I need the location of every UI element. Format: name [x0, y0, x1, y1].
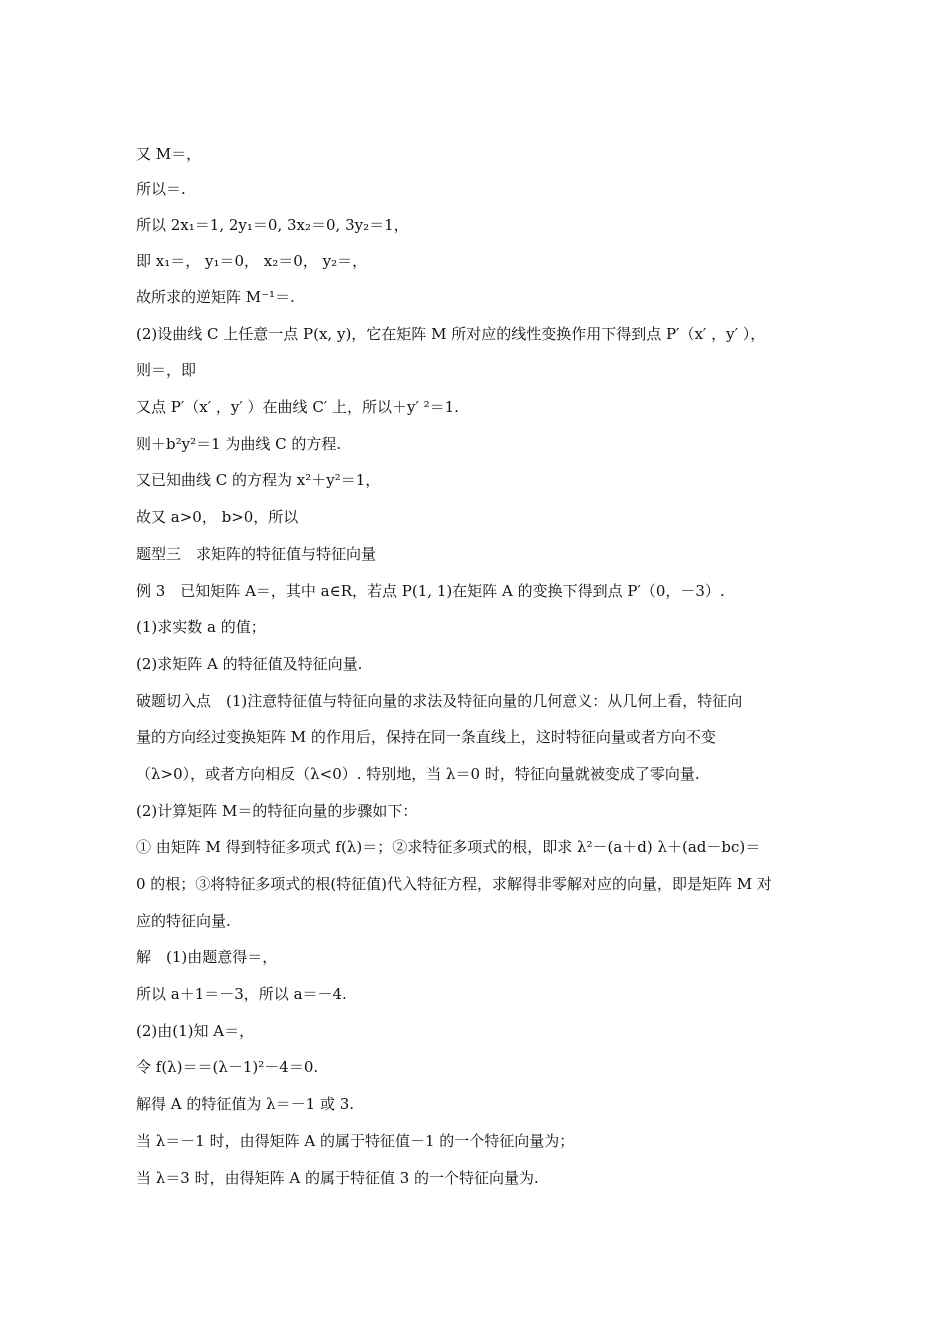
text-line: 当 λ＝3 时，由得矩阵 A 的属于特征值 3 的一个特征向量为.	[136, 1169, 539, 1187]
text-line: 所以＝.	[136, 180, 186, 198]
text-line: 令 f(λ)＝＝(λ－1)²－4＝0.	[136, 1058, 319, 1076]
text-line: 即 x₁＝， y₁＝0， x₂＝0， y₂＝，	[136, 252, 368, 270]
section-heading: 题型三 求矩阵的特征值与特征向量	[136, 545, 377, 563]
text-line: 当 λ＝－1 时，由得矩阵 A 的属于特征值－1 的一个特征向量为；	[136, 1132, 575, 1150]
text-line: (2)求矩阵 A 的特征值及特征向量.	[136, 655, 363, 673]
text-line: 应的特征向量.	[136, 912, 231, 930]
text-line: 解得 A 的特征值为 λ＝－1 或 3.	[136, 1095, 355, 1113]
solution-line: 解 (1)由题意得＝，	[136, 948, 278, 966]
text-line: 则＋b²y²＝1 为曲线 C 的方程.	[136, 435, 342, 453]
text-line: 又已知曲线 C 的方程为 x²＋y²＝1，	[136, 471, 381, 489]
text-line: 所以 a＋1＝－3，所以 a＝－4.	[136, 985, 347, 1003]
text-line: ① 由矩阵 M 得到特征多项式 f(λ)＝；②求特征多项式的根，即求 λ²－(a＋d) λ＋(ad－bc)＝	[136, 838, 761, 856]
text-line: (2)设曲线 C 上任意一点 P(x, y)，它在矩阵 M 所对应的线性变换作用下得到点 P′（x′ ，y′ ），	[136, 325, 766, 343]
text-line: 0 的根；③将特征多项式的根(特征值)代入特征方程，求解得非零解对应的向量，即是矩阵 M 对	[136, 875, 772, 893]
text-line: 量的方向经过变换矩阵 M 的作用后，保持在同一条直线上，这时特征向量或者方向不变	[136, 728, 716, 746]
text-line: 故所求的逆矩阵 M⁻¹＝.	[136, 288, 295, 306]
text-line: (2)由(1)知 A＝，	[136, 1022, 255, 1040]
text-line: 故又 a>0， b>0，所以	[136, 508, 299, 526]
text-line: (1)求实数 a 的值；	[136, 618, 266, 636]
text-line: 所以 2x₁＝1, 2y₁＝0, 3x₂＝0, 3y₂＝1，	[136, 216, 409, 234]
text-line: (2)计算矩阵 M＝的特征向量的步骤如下：	[136, 802, 418, 820]
text-line: 又 M＝，	[136, 145, 202, 163]
text-line: （λ>0），或者方向相反（λ<0）. 特别地，当 λ＝0 时，特征向量就被变成了零向量.	[136, 765, 700, 783]
text-line: 破题切入点 (1)注意特征值与特征向量的求法及特征向量的几何意义：从几何上看，特征向	[136, 692, 743, 710]
text-line: 则＝，即	[136, 361, 197, 379]
example-statement: 例 3 已知矩阵 A＝，其中 a∈R，若点 P(1, 1)在矩阵 A 的变换下得到点 P′（0，－3）.	[136, 582, 725, 600]
text-line: 又点 P′（x′ ，y′ ）在曲线 C′ 上，所以＋y′ ²＝1.	[136, 398, 459, 416]
